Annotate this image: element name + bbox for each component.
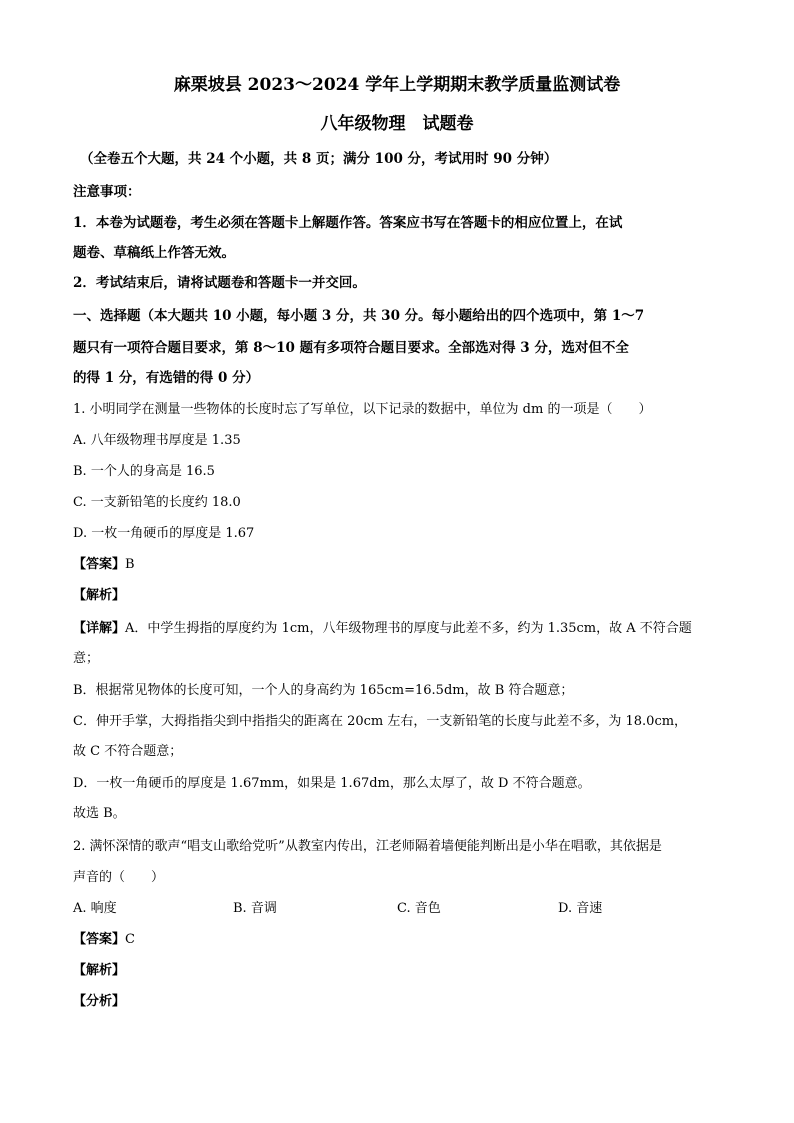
q1-stem: 1. 小明同学在测量一些物体的长度时忘了写单位，以下记录的数据中，单位为 dm 的一项是（ ） — [73, 402, 652, 417]
q1-detail-line-4: C．伸开手掌，大拇指指尖到中指指尖的距离在 20cm 左右，一支新铅笔的长度与此差不多，为 18.0cm， — [73, 714, 688, 729]
q2-analysis: 【解析】 — [73, 963, 126, 978]
q2-fenxi: 【分析】 — [73, 994, 126, 1009]
q2-stem-line-2: 声音的（ ） — [73, 870, 165, 885]
q2-fenxi-tag: 分析 — [86, 994, 113, 1009]
q2-option-a: A. 响度 — [73, 901, 117, 916]
q2-answer-tag: 答案 — [86, 932, 113, 947]
notice-heading: 注意事项： — [73, 184, 141, 200]
q2-analysis-tag: 解析 — [86, 963, 113, 978]
section-1-line-2: 题只有一项符合题目要求，第 8～10 题有多项符合题目要求。全部选对得 3 分，选对但不全 — [73, 340, 629, 356]
q1-answer: 【答案】B — [73, 557, 135, 572]
q1-analysis-tag: 解析 — [86, 588, 113, 603]
notice-item-2: 2．考试结束后，请将试题卷和答题卡一并交回。 — [73, 275, 366, 291]
q1-detail-line-3: B．根据常见物体的长度可知，一个人的身高约为 165cm=16.5dm，故 B 符合题意； — [73, 683, 574, 698]
section-1-line-1: 一、选择题（本大题共 10 小题，每小题 3 分，共 30 分。每小题给出的四个选项中，第 1～7 — [73, 308, 645, 324]
q1-option-a: A. 八年级物理书厚度是 1.35 — [73, 433, 241, 448]
q1-answer-value: B — [125, 557, 135, 572]
q1-detail-line-1: 【详解】A．中学生拇指的厚度约为 1cm，八年级物理书的厚度与此差不多，约为 1.35cm，故 A 不符合题 — [73, 621, 692, 636]
q1-option-b: B. 一个人的身高是 16.5 — [73, 464, 215, 479]
q1-option-d: D. 一枚一角硬币的厚度是 1.67 — [73, 526, 255, 541]
notice-item-1-line-1: 1．本卷为试题卷，考生必须在答题卡上解题作答。答案应书写在答题卡的相应位置上，在试 — [73, 215, 623, 231]
q2-answer-value: C — [125, 932, 135, 947]
notice-item-1-line-2: 题卷、草稿纸上作答无效。 — [73, 245, 235, 261]
q2-stem-line-1: 2. 满怀深情的歌声“唱支山歌给党听”从教室内传出，江老师隔着墙便能判断出是小华在唱歌，其依据是 — [73, 839, 662, 854]
q2-option-c: C. 音色 — [397, 901, 441, 916]
exam-title: 麻栗坡县 2023～2024 学年上学期期末教学质量监测试卷 — [173, 75, 621, 95]
q1-detail-line-7: 故选 B。 — [73, 806, 126, 821]
q1-detail-line-6: D．一枚一角硬币的厚度是 1.67mm，如果是 1.67dm，那么太厚了，故 D 不符合题意。 — [73, 776, 591, 791]
q1-option-c: C. 一支新铅笔的长度约 18.0 — [73, 495, 241, 510]
q2-option-d: D. 音速 — [558, 901, 603, 916]
q1-answer-tag: 答案 — [86, 557, 113, 572]
exam-subtitle: 八年级物理 试题卷 — [320, 114, 474, 134]
q2-option-b: B. 音调 — [233, 901, 277, 916]
q2-answer: 【答案】C — [73, 932, 135, 947]
section-1-line-3: 的得 1 分，有选错的得 0 分） — [73, 370, 260, 386]
q1-detail-line-2: 意； — [73, 651, 100, 666]
q1-detail-line-5: 故 C 不符合题意； — [73, 744, 183, 759]
q2-options — [73, 900, 733, 918]
exam-note: （全卷五个大题，共 24 个小题，共 8 页；满分 100 分，考试用时 90 分钟） — [80, 151, 558, 167]
q1-detail-text-1: A．中学生拇指的厚度约为 1cm，八年级物理书的厚度与此差不多，约为 1.35cm，故 A 不符合题 — [125, 621, 692, 636]
q1-analysis: 【解析】 — [73, 588, 126, 603]
q1-detail-tag: 详解 — [86, 621, 113, 636]
